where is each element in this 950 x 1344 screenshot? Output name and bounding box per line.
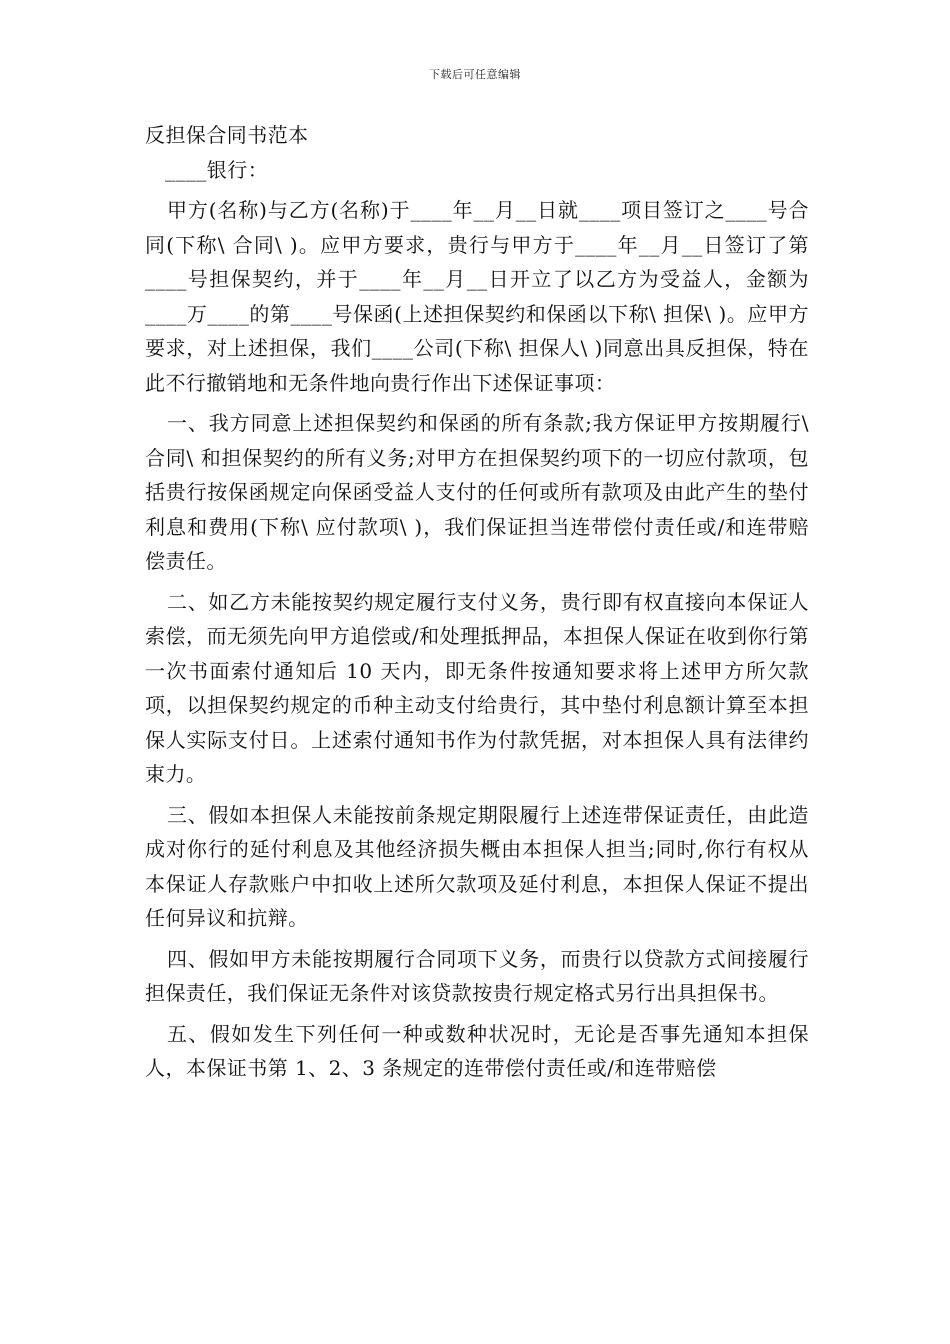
document-title: 反担保合同书范本 (145, 123, 309, 147)
paragraph-clause-2: 二、如乙方未能按契约规定履行支付义务，贵行即有权直接向本保证人索偿，而无须先向甲方追偿或/和处理抵押品，本担保人保证在收到你行第一次书面索付通知后 10 天内，即无条件按通知要求将上述甲方所欠款项，以担保契约规定的币种主动支付给贵行，其中垫付利息额计算至本担保人实际支付日。上述索付通知书作为付款凭据，对本担保人具有法律约束力。 (145, 589, 809, 786)
salutation: ____银行： (165, 157, 269, 182)
paragraph-clause-4: 四、假如甲方未能按期履行合同项下义务，而贵行以贷款方式间接履行担保责任，我们保证无条件对该贷款按贵行规定格式另行出具担保书。 (145, 946, 809, 1005)
paragraph-clause-3: 三、假如本担保人未能按前条规定期限履行上述连带保证责任，由此造成对你行的延付利息及其他经济损失概由本担保人担当;同时,你行有权从本保证人存款账户中扣收上述所欠款项及延付利息，本担保人保证不提出任何异议和抗辩。 (145, 802, 809, 930)
paragraph-intro: 甲方(名称)与乙方(名称)于____年__月__日就____项目签订之____号合同(下称\ 合同\ )。应甲方要求，贵行与甲方于____年__月__日签订了第____号担保契约，并于____年__月__日开立了以乙方为受益人，金额为____万____的第____号保函(上述担保契约和保函以下称\ 担保\ )。应甲方要求，对上述担保，我们____公司(下称\ 担保人\ )同意出具反担保，特在此不行撤销地和无条件地向贵行作出下述保证事项： (145, 198, 809, 395)
paragraph-clause-1: 一、我方同意上述担保契约和保函的所有条款;我方保证甲方按期履行\ 合同\ 和担保契约的所有义务;对甲方在担保契约项下的一切应付款项，包括贵行按保函规定向保函受益人支付的任何或所有款项及由此产生的垫付利息和费用(下称\ 应付款项\ )，我们保证担当连带偿付责任或/和连带赔偿责任。 (145, 411, 809, 573)
header-note: 下载后可任意编辑 (429, 68, 521, 81)
document-body (145, 118, 809, 1086)
paragraph-clause-5: 五、假如发生下列任何一种或数种状况时，无论是否事先通知本担保人，本保证书第 1、2、3 条规定的连带偿付责任或/和连带赔偿 (145, 1021, 809, 1080)
